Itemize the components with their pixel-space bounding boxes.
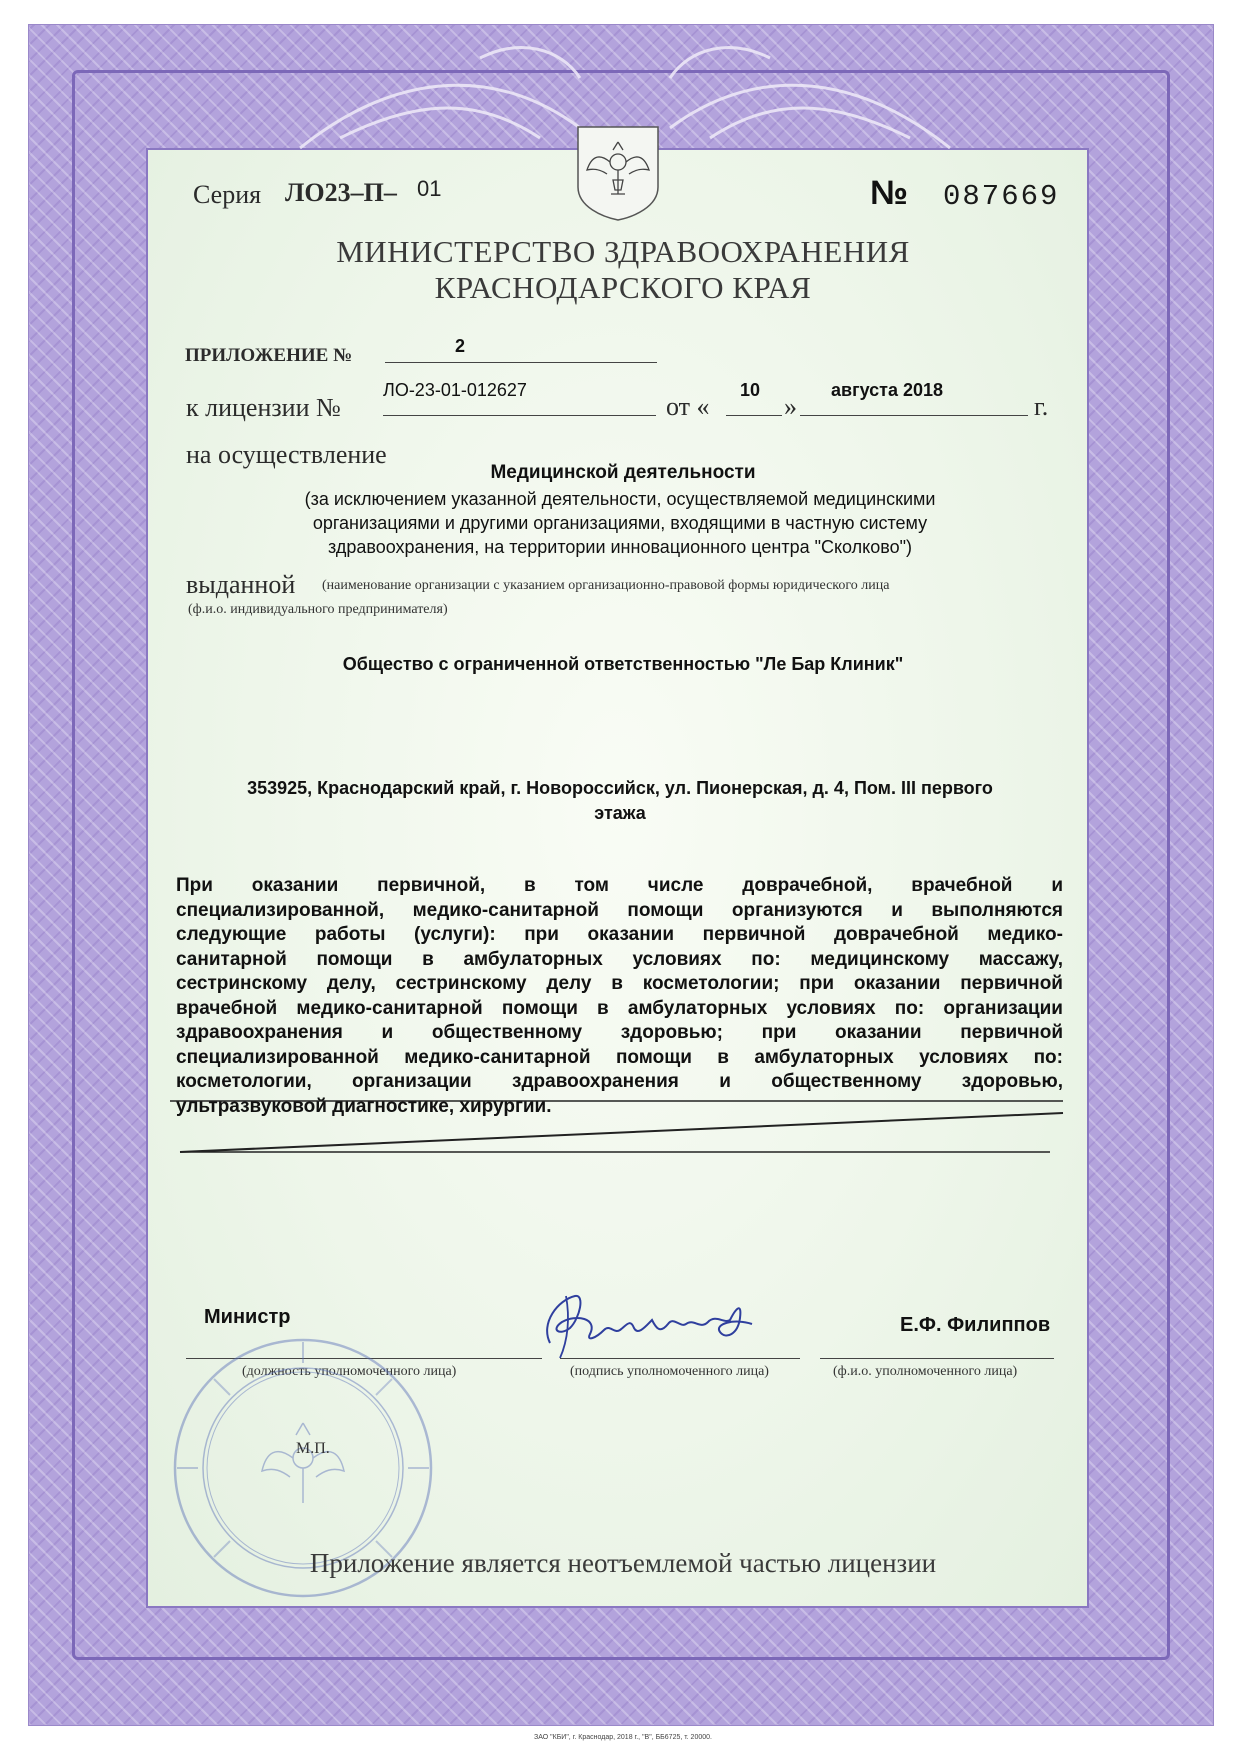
activity-title: Медицинской деятельности: [490, 462, 756, 483]
services-line: следующие работы (услуги): при оказании первичной доврачебной медико-: [176, 924, 1063, 945]
activity-note-line3: здравоохранения, на территории инновационного центра "Сколково"): [327, 537, 913, 557]
series-number: 01: [417, 176, 442, 201]
series-label: Серия: [193, 180, 262, 209]
printer-info: ЗАО "КБИ", г. Краснодар, 2018 г., "В", ББ6725, т. 20000.: [534, 1734, 712, 1741]
signatory-position: Министр: [204, 1306, 291, 1328]
stamp-place-label: М.П.: [296, 1440, 330, 1457]
license-day-close: »: [784, 392, 797, 421]
license-day-underline: [726, 415, 782, 416]
services-line: здравоохранения и общественному здоровью; при оказании первичной: [176, 1022, 1063, 1043]
appendix-number: 2: [455, 336, 466, 356]
handwritten-signature: [530, 1288, 780, 1363]
activity-note: [170, 487, 1070, 559]
license-number: ЛО-23-01-012627: [383, 380, 527, 400]
position-caption: (должность уполномоченного лица): [242, 1364, 457, 1379]
license-month-underline: [800, 415, 1028, 416]
series-code: ЛО23–П–: [285, 178, 397, 207]
services-line: При оказании первичной, в том числе доврачебной, врачебной и: [176, 875, 1063, 896]
name-caption: (ф.и.о. уполномоченного лица): [833, 1364, 1018, 1379]
services-line: специализированной медико-санитарной помощи в амбулаторных условиях по:: [176, 1046, 1063, 1068]
services-line: санитарной помощи в амбулаторных условиях по: медицинскому массажу,: [176, 948, 1063, 970]
issued-caption-line2: (ф.и.о. индивидуального предпринимателя): [188, 602, 448, 617]
number-sign: №: [870, 174, 908, 212]
activity-note-line2: организациями и другими организациями, входящими в частную систему: [312, 513, 928, 533]
services-line: специализированной, медико-санитарной помощи организуются и выполняются: [176, 899, 1063, 921]
name-underline: [820, 1358, 1054, 1359]
ministry-title-line1: МИНИСТЕРСТВО ЗДРАВООХРАНЕНИЯ: [336, 234, 910, 269]
appendix-footer-note: Приложение является неотъемлемой частью лицензии: [309, 1548, 937, 1578]
coat-of-arms-emblem: [573, 122, 663, 222]
license-date-from-label: от «: [666, 392, 710, 421]
signatory-name: Е.Ф. Филиппов: [900, 1314, 1051, 1336]
activity-note-line1: (за исключением указанной деятельности, осуществляемой медицинскими: [304, 489, 936, 509]
license-number-underline: [383, 415, 656, 416]
license-form-number: 087669: [943, 180, 1060, 213]
activity-label: на осуществление: [186, 440, 387, 469]
ministry-title-line2: КРАСНОДАРСКОГО КРАЯ: [434, 270, 812, 305]
license-month-year: августа 2018: [831, 380, 944, 400]
services-line: сестринскому делу, сестринскому делу в косметологии; при оказании первичной: [176, 973, 1063, 994]
services-description: [176, 874, 1063, 1119]
cancellation-lines: [170, 1100, 1070, 1160]
services-line: ультразвуковой диагностике, хирургии.: [176, 1095, 552, 1117]
license-day: 10: [740, 380, 761, 400]
license-label: к лицензии №: [186, 393, 341, 422]
signature-underline: [560, 1358, 800, 1359]
license-year-suffix: г.: [1034, 392, 1049, 421]
organization-name: Общество с ограниченной ответственностью "Ле Бар Клиник": [342, 654, 904, 674]
appendix-underline: [385, 362, 657, 363]
organization-address: [170, 776, 1070, 826]
appendix-label: ПРИЛОЖЕНИЕ №: [185, 345, 353, 366]
address-line2: этажа: [594, 803, 646, 823]
services-line: врачебной медико-санитарной помощи в амбулаторных условиях по: организации: [176, 997, 1063, 1019]
issued-caption-line1: (наименование организации с указанием организационно-правовой формы юридического лица: [322, 578, 890, 593]
address-line1: 353925, Краснодарский край, г. Новороссийск, ул. Пионерская, д. 4, Пом. III первого: [247, 778, 993, 798]
signature-caption: (подпись уполномоченного лица): [570, 1364, 769, 1379]
issued-label: выданной: [186, 570, 296, 599]
services-line: косметологии, организации здравоохранения и общественному здоровью,: [176, 1071, 1063, 1092]
